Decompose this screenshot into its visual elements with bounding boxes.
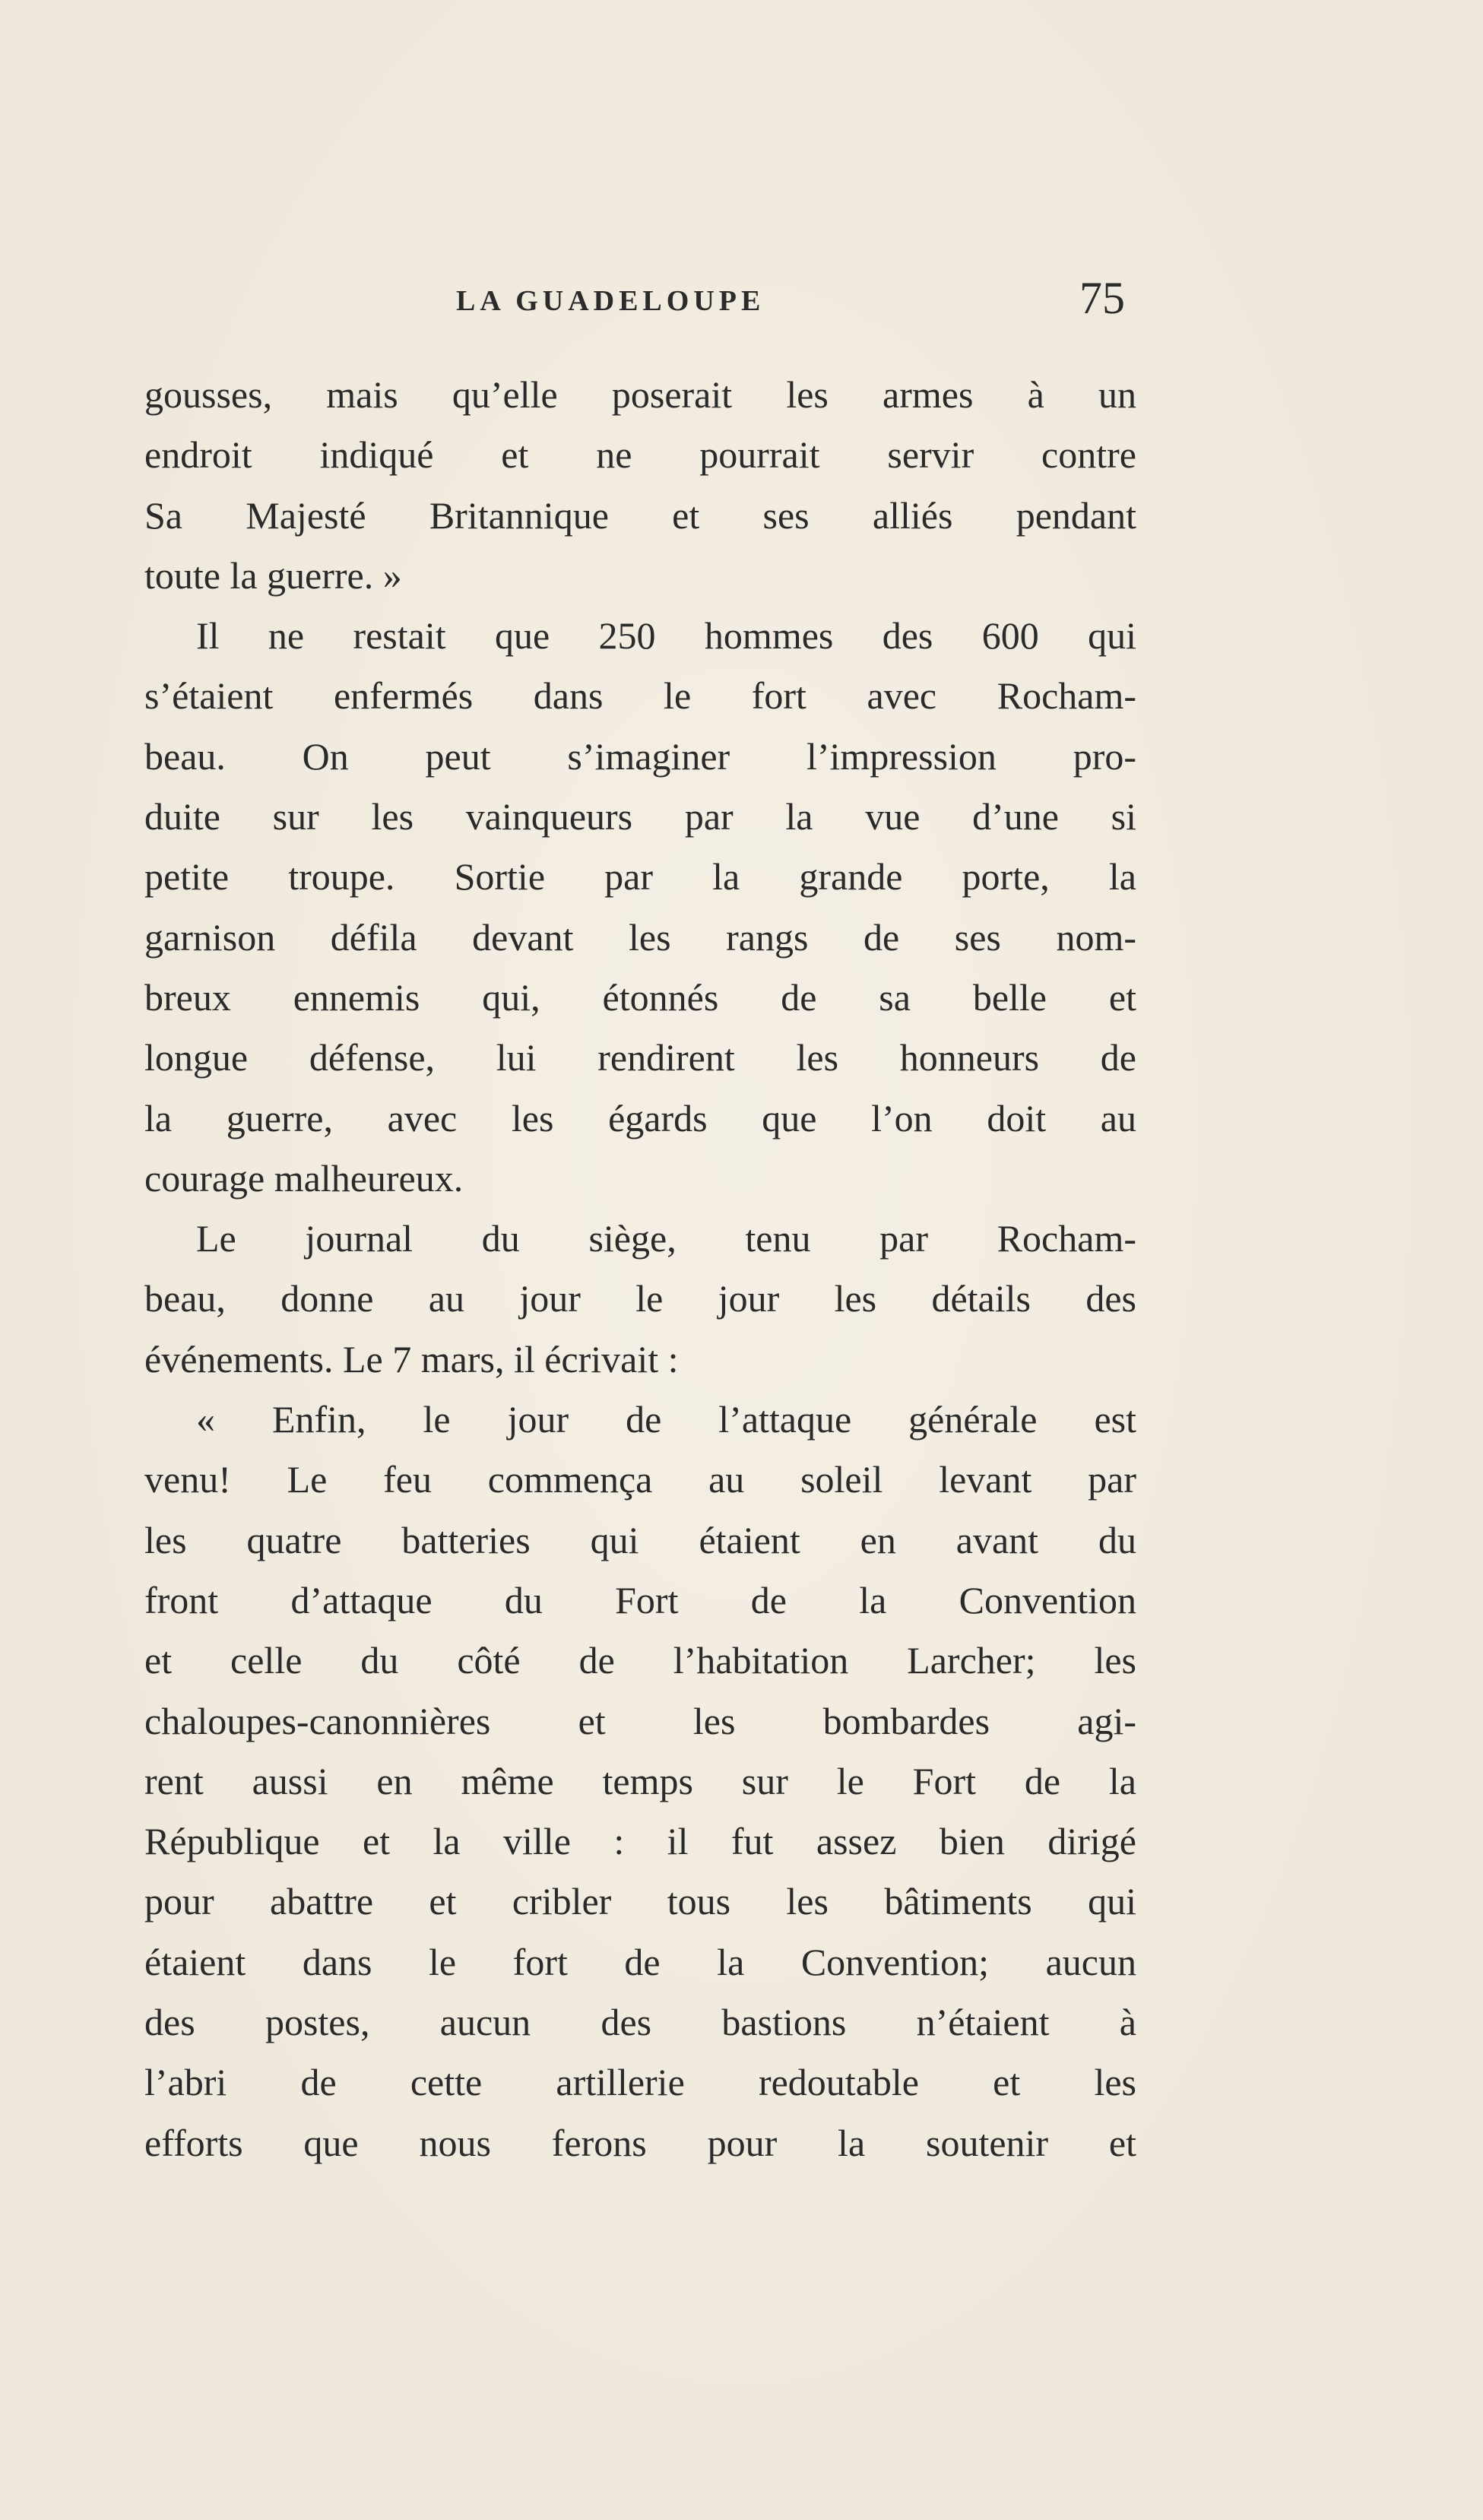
running-title: LA GUADELOUPE (456, 285, 765, 317)
text-line: chaloupes-canonnières et les bombardes agi- (144, 1699, 1136, 1742)
page-header (0, 272, 1483, 323)
text-line: gousses, mais qu’elle poserait les armes à un (144, 373, 1136, 416)
text-line: « Enfin, le jour de l’attaque générale est (196, 1398, 1136, 1441)
text-line: des postes, aucun des bastions n’étaient à (144, 2001, 1136, 2044)
page-number: 75 (1079, 273, 1125, 323)
text-line: longue défense, lui rendirent les honneurs de (144, 1036, 1136, 1079)
text-line: endroit indiqué et ne pourrait servir contre (144, 433, 1136, 477)
text-line: République et la ville : il fut assez bien dirigé (144, 1820, 1136, 1863)
text-line: et celle du côté de l’habitation Larcher; les (144, 1639, 1136, 1682)
text-line: efforts que nous ferons pour la soutenir et (144, 2121, 1136, 2164)
text-line: breux ennemis qui, étonnés de sa belle et (144, 975, 1136, 1019)
text-line: Il ne restait que 250 hommes des 600 qui (196, 614, 1136, 658)
text-line: front d’attaque du Fort de la Convention (144, 1578, 1136, 1621)
text-line: l’abri de cette artillerie redoutable et les (144, 2061, 1136, 2104)
text-line: duite sur les vainqueurs par la vue d’une si (144, 795, 1136, 838)
text-line: petite troupe. Sortie par la grande porte, la (144, 855, 1136, 899)
text-line: Le journal du siège, tenu par Rocham- (196, 1217, 1136, 1260)
text-line: venu! Le feu commença au soleil levant par (144, 1458, 1136, 1501)
text-line: les quatre batteries qui étaient en avant du (144, 1518, 1136, 1561)
text-line: la guerre, avec les égards que l’on doit au (144, 1096, 1136, 1140)
text-line: toute la guerre. » (144, 553, 402, 597)
text-line: garnison défila devant les rangs de ses nom- (144, 915, 1136, 959)
text-line: Sa Majesté Britannique et ses alliés pendant (144, 493, 1136, 537)
text-line: événements. Le 7 mars, il écrivait : (144, 1337, 679, 1380)
text-line: rent aussi en même temps sur le Fort de la (144, 1759, 1136, 1802)
text-line: pour abattre et cribler tous les bâtiments qui (144, 1880, 1136, 1923)
body-text (144, 365, 1136, 2173)
text-line: beau. On peut s’imaginer l’impression pro- (144, 734, 1136, 778)
text-line: courage malheureux. (144, 1156, 464, 1200)
text-line: s’étaient enfermés dans le fort avec Rocham- (144, 674, 1136, 718)
text-line: étaient dans le fort de la Convention; aucun (144, 1940, 1136, 1983)
text-line: beau, donne au jour le jour les détails des (144, 1277, 1136, 1320)
